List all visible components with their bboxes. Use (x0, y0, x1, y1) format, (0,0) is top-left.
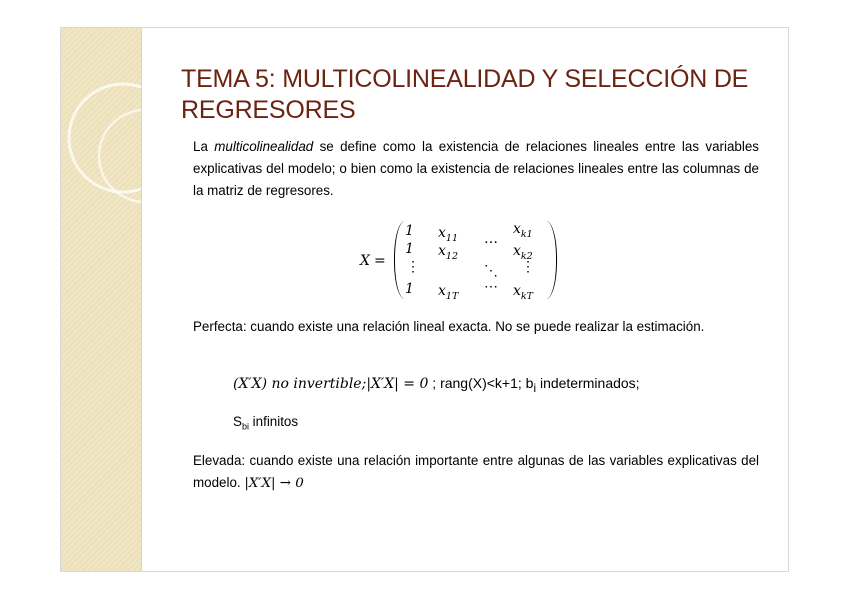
matrix-cell-r4-c4: $x_{kT}$ (513, 283, 533, 302)
intro-lead: La (193, 139, 215, 154)
matrix-cell-r4-c3: ⋯ (484, 279, 498, 295)
perfecta-formula (233, 375, 640, 395)
sbi-symbol: S (233, 414, 242, 429)
sbi-text: infinitos (248, 414, 299, 429)
matrix-cell-r4-c1: 1 (405, 281, 414, 297)
matrix-left-paren (394, 221, 405, 299)
formula-rest-b: indeterminados; (536, 375, 640, 391)
matrix-cell-r1-c3: … (484, 231, 498, 247)
matrix-cell-r2-c2: $x_{12}$ (438, 243, 458, 262)
matrix-right-paren (546, 221, 557, 299)
elevada-text: Elevada: cuando existe una relación importante entre algunas de las variables explicativas del modelo. (193, 453, 759, 490)
formula-subscript: i (533, 381, 537, 395)
perfecta-paragraph: Perfecta: cuando existe una relación lineal exacta. No se puede realizar la estimación. (193, 319, 705, 334)
matrix-symbol: X (360, 253, 370, 269)
matrix-cell-r3-c1: ⋮ (406, 259, 420, 275)
elevada-paragraph (193, 450, 759, 495)
slide (61, 28, 788, 571)
matrix-lhs (360, 253, 386, 269)
formula-determinant: |X′X| = 0 (366, 376, 429, 392)
matrix-cell-r1-c4: $x_{k1}$ (513, 221, 533, 240)
matrix-cell-r2-c4: $x_{k2}$ (513, 243, 533, 262)
sbi-subscript: bi (241, 421, 249, 432)
decorative-sidebar (61, 28, 142, 571)
matrix-cell-r4-c2: $x_{1T}$ (438, 283, 459, 302)
intro-rest: se define como la existencia de relaciones lineales entre las variables explicativas del modelo; o bien como la existencia de relaciones lineales entre las columnas de la matriz de regresores. (193, 139, 759, 198)
slide-title: TEMA 5: MULTICOLINEALIDAD Y SELECCIÓN DE REGRESORES (181, 65, 749, 124)
matrix-cell-r1-c1: 1 (405, 223, 414, 239)
matrix-cell-r1-c2: $x_{11}$ (438, 225, 458, 244)
matrix-cell-r3-c3: ⋱ (484, 263, 498, 279)
formula-not-invertible: (X′X) no invertible (233, 376, 362, 392)
elevada-math: |X′X| → 0 (244, 476, 304, 491)
intro-paragraph (193, 136, 759, 202)
intro-term: multicolinealidad (214, 139, 314, 154)
sbi-line (233, 414, 298, 432)
formula-separator: ; (361, 376, 367, 392)
matrix-cell-r3-c4: ⋮ (521, 259, 535, 275)
formula-rest-a: ; rang(X)<k+1; b (428, 375, 534, 391)
decorative-circles-graphic (61, 28, 141, 571)
matrix-equals: = (373, 253, 386, 269)
matrix-cell-r2-c1: 1 (405, 241, 414, 257)
